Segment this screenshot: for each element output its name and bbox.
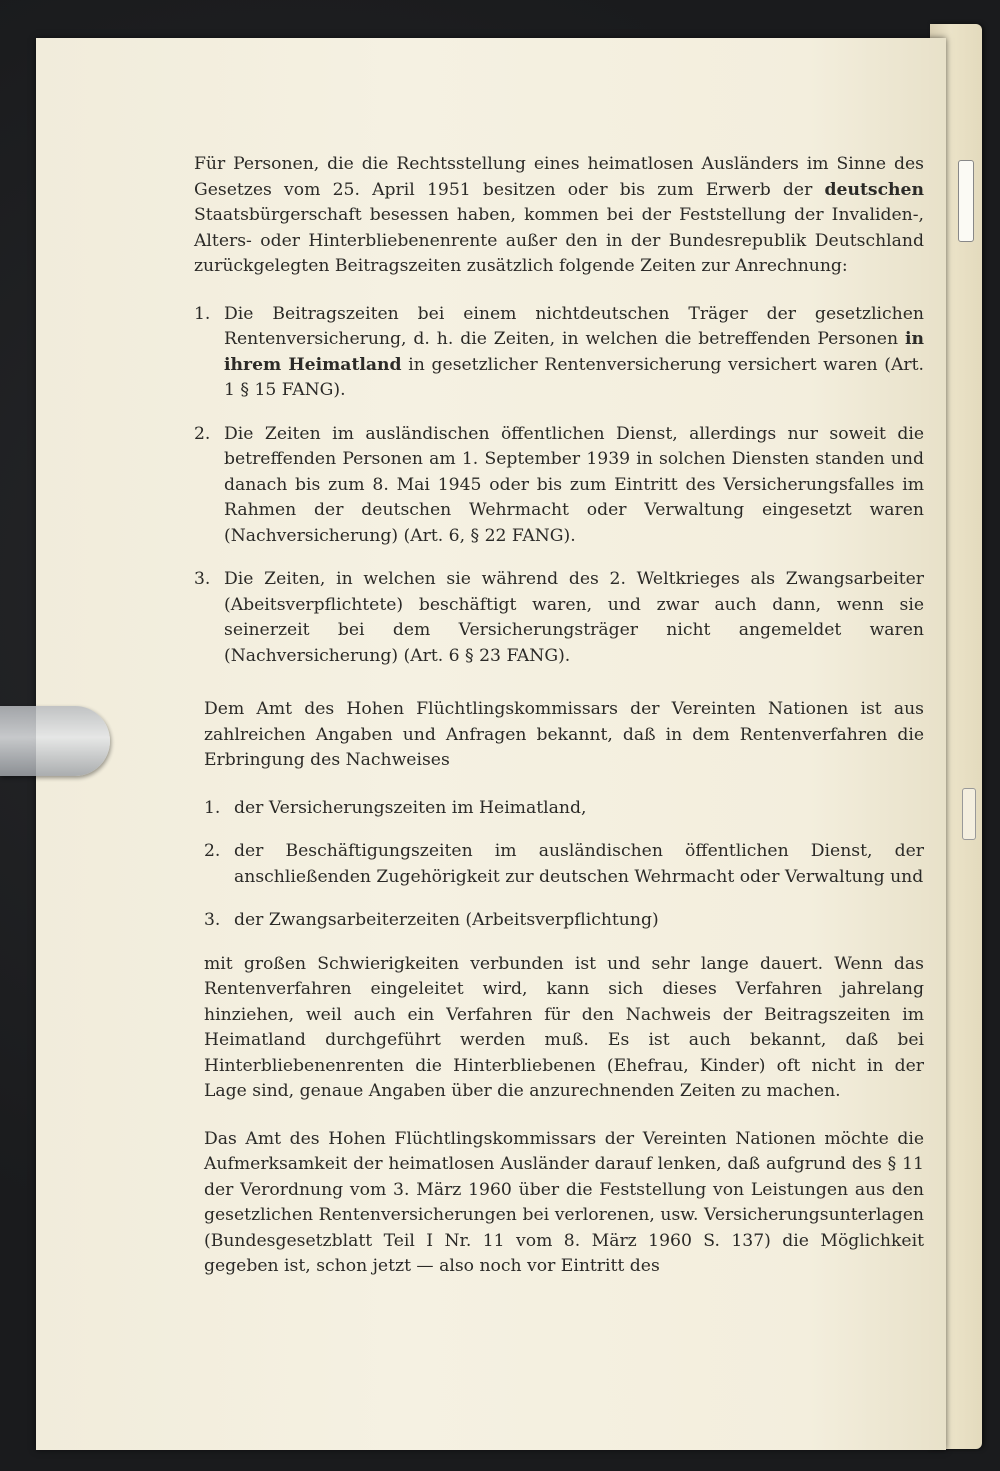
list-number: 3.: [194, 569, 211, 589]
list-item: [204, 908, 924, 934]
list-number: 2.: [194, 423, 211, 444]
intro-bold: deutschen: [824, 179, 924, 200]
list-text: Die Zeiten, in welchen sie während des 2. Weltkrieges als Zwangsarbeiter (Abeitsverpflichtete) beschäftigt waren, und zwar auch dann, wenn sie seinerzeit bei dem Versicherungsträger nicht angemeldet waren (Nachversicherung) (Art. 6 § 23 FANG).: [224, 569, 924, 666]
list-number: 1.: [204, 797, 221, 818]
paper-clip: [0, 706, 110, 776]
list-item: [204, 796, 924, 822]
paper-tab-lower: [962, 788, 976, 840]
list-number: 2.: [204, 841, 221, 861]
second-section: [204, 697, 924, 1280]
list-item: [204, 839, 924, 890]
list-item: [194, 422, 924, 550]
list-text: [224, 302, 924, 404]
list-item: [194, 302, 924, 404]
list-bold: in ihrem Heimatland: [224, 329, 924, 375]
paragraph-3: mit großen Schwierigkeiten verbunden ist und sehr lange dauert. Wenn das Rentenverfahren eingeleitet wird, kann sich dieses Verfahren jahrelang hinziehen, weil auch ein Verfahren für den Nachweis der Beitragszeiten im Heimatland durchgeführt werden muß. Es ist auch bekannt, daß bei Hinterbliebenenrenten die Hinterbliebenen (Ehefrau, Kinder) oft nicht in der Lage sind, genaue Angaben über die anzurechnenden Zeiten zu machen.: [204, 953, 924, 1101]
list-text: der Versicherungszeiten im Heimatland,: [234, 797, 587, 818]
paper-tab: [958, 160, 974, 242]
intro-text-1: Für Personen, die die Rechtsstellung eines heimatlosen Ausländers im Sinne des Gesetzes vom 25. April 1951 besitzen oder bis zum Erwerb der: [194, 154, 924, 200]
intro-text-2: Staatsbürgerschaft besessen haben, kommen bei der Feststellung der Invaliden-, Alters- oder Hinterbliebenenrente außer den in der Bundesrepublik Deutschland zurückgelegten Beitragszeiten zusätzlich folgende Zeiten zur Anrechnung:: [194, 205, 924, 276]
list-text: Die Zeiten im ausländischen öffentlichen Dienst, allerdings nur soweit die betreffenden Personen am 1. September 1939 in solchen Diensten standen und danach bis zum 8. Mai 1945 oder bis zum Eintritt des Versicherungsfalles im Rahmen der deutschen Wehrmacht oder Verwaltung eingesetzt waren (Nachversicherung) (Art. 6, § 22 FANG).: [224, 423, 924, 546]
list-text: der Beschäftigungszeiten im ausländischen öffentlichen Dienst, der anschließenden Zugehörigkeit zur deutschen Wehrmacht oder Verwaltung und: [234, 841, 924, 887]
list-text-part: in gesetzlicher Rentenversicherung versichert waren (Art. 1 § 15 FANG).: [224, 354, 924, 400]
list-number: 1.: [194, 303, 211, 324]
page-text: [194, 152, 924, 1302]
list-item: [194, 567, 924, 669]
list-number: 3.: [204, 910, 221, 930]
list-text: der Zwangsarbeiterzeiten (Arbeitsverpflichtung): [234, 910, 659, 930]
intro-paragraph: [194, 152, 924, 280]
paragraph-4: Das Amt des Hohen Flüchtlingskommissars der Vereinten Nationen möchte die Aufmerksamkeit der heimatlosen Ausländer darauf lenken, daß aufgrund des § 11 der Verordnung vom 3. März 1960 über die Feststellung von Leistungen aus den gesetzlichen Rentenversicherungen bei verlorenen, usw. Versicherungsunterlagen (Bundesgesetzblatt Teil I Nr. 11 vom 8. März 1960 S. 137) die Möglichkeit gegeben ist, schon jetzt — also noch vor Eintritt des: [204, 1128, 924, 1276]
paragraph-2: Dem Amt des Hohen Flüchtlingskommissars der Vereinten Nationen ist aus zahlreichen Angaben und Anfragen bekannt, daß in dem Rentenverfahren die Erbringung des Nachweises: [204, 699, 924, 770]
list-text-part: Die Beitragszeiten bei einem nichtdeutschen Träger der gesetzlichen Rentenversicherung, d. h. die Zeiten, in welchen die betreffenden Personen: [224, 303, 924, 349]
